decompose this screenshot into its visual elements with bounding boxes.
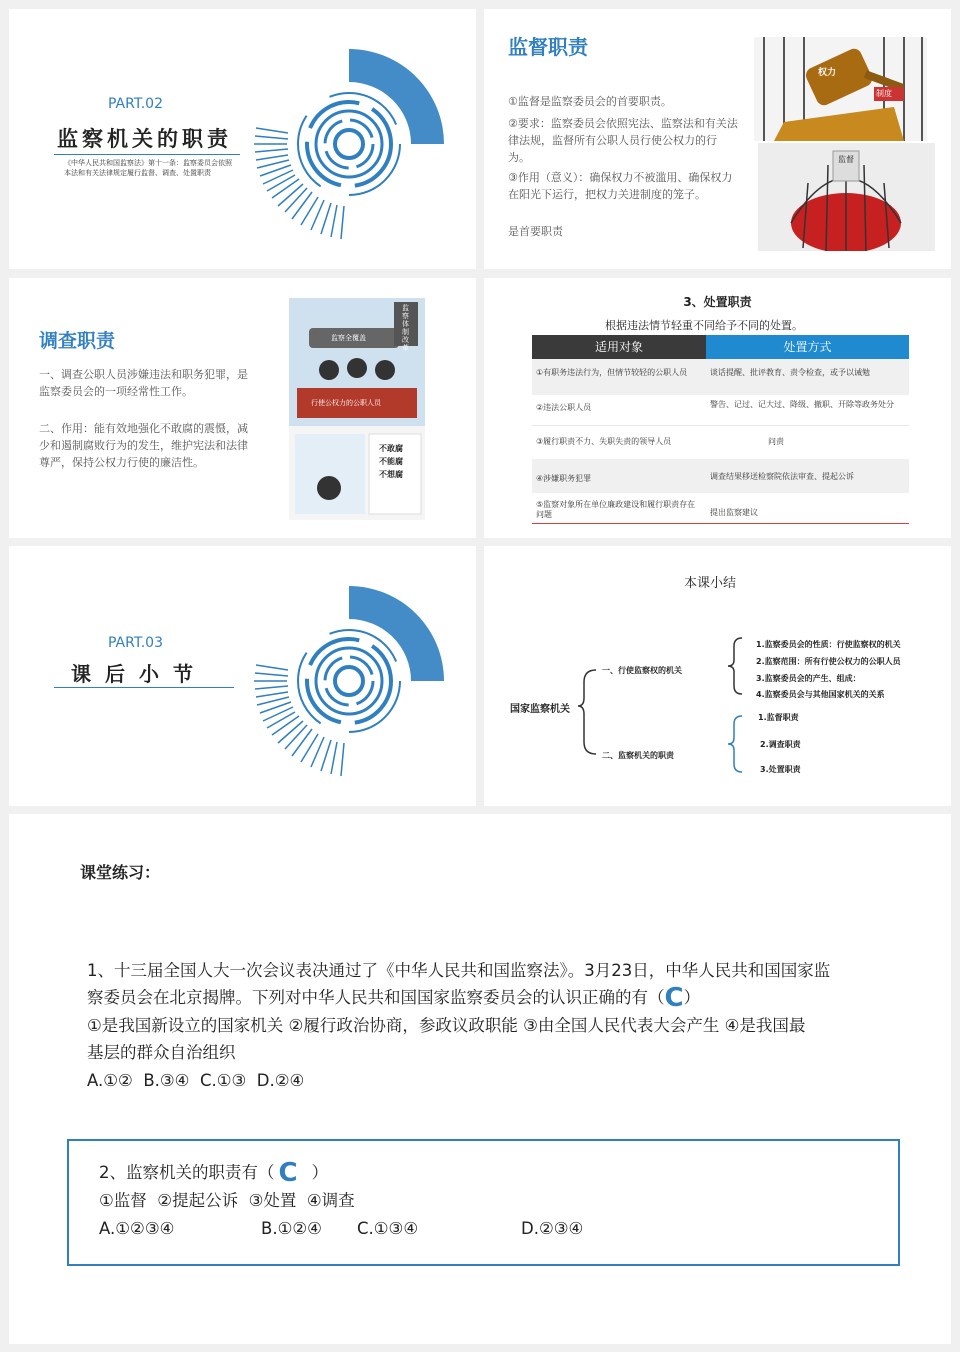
table-row-2-method: 警告、记过、记大过、降级、撤职、开除等政务处分 [710,400,894,409]
part-label: PART.02 [108,96,163,112]
slide-exercise [9,814,951,1344]
mindmap-braces [484,546,951,806]
table-row-4-method: 调查结果移送检察院依法审查、提起公诉 [710,472,854,481]
slide-part02 [9,9,476,269]
cartoon-label-can: 不能腐 [379,457,403,466]
section-desc: 《中华人民共和国监察法》第十一条：监察委员会依照本法和有关法律规定履行监督、调查、处置职责 [64,159,232,177]
section-underline [54,687,234,688]
q2-option-b: B.①②④ [261,1219,322,1238]
slide-summary [484,546,951,806]
q2-option-d: D.②③④ [521,1219,584,1238]
mindmap-b2-item-3: 3.处置职责 [760,765,801,774]
cartoon-image [289,298,425,520]
cartoon-label-want: 不想腐 [379,470,403,479]
gavel-cage-image [754,37,927,141]
table-row-4-target: ④涉嫌职务犯罪 [536,474,592,483]
mindmap-b2-item-2: 2.调查职责 [760,740,801,749]
q1-close: ） [683,988,701,1007]
point-1: ①监督是监察委员会的首要职责。 [508,95,672,108]
table-row-1-target: ①有职务违法行为，但情节较轻的公职人员 [536,368,688,377]
table-row-2-target: ②违法公职人员 [536,403,592,412]
slide-title: 本课小结 [684,576,737,591]
item-2: 二、作用：能有效地强化不敢腐的震慑，减少和遏制腐败行为的发生，维护宪法和法律尊严，保持公权力行使的廉洁性。 [39,422,248,469]
table-row-5-target: ⑤监察对象所在单位廉政建设和履行职责存在问题 [536,500,696,519]
slide-title: 调查职责 [39,330,116,352]
cartoon-label-reform: 监察体制改革 [402,304,409,352]
q1-line-2-text: 察委员会在北京揭牌。下列对中华人民共和国国家监察委员会的认识正确的有（ [87,988,665,1007]
mindmap-root: 国家监察机关 [510,704,570,715]
section-title: 监察机关的职责 [57,127,232,151]
slide-part03 [9,546,476,806]
section-underline [54,154,240,155]
cartoon-label-coverage: 监察全覆盖 [331,334,366,342]
table-header-method: 处置方式 [706,335,909,359]
table-row-3-target: ③履行职责不力、失职失责的领导人员 [536,437,672,446]
q2-answer: C [278,1158,298,1188]
cartoon-label-dare: 不敢腐 [379,444,403,453]
mindmap-b1-item-1: 1.监察委员会的性质：行使监察权的机关 [756,640,901,649]
mindmap-b1-item-4: 4.监察委员会与其他国家机关的关系 [756,690,885,699]
table-header-target: 适用对象 [532,335,706,359]
point-4: 是首要职责 [508,225,563,238]
mindmap-b2-item-1: 1.监督职责 [758,713,799,722]
q1-line-2 [87,984,700,1011]
table-bottom-line [532,523,909,524]
slide-title: 3、处置职责 [683,295,752,309]
radial-decoration [249,576,459,786]
table-row-3-method: 问责 [768,437,784,446]
exercise-title: 课堂练习： [80,863,161,882]
part-label: PART.03 [108,635,163,651]
item-1: 一、调查公职人员涉嫌违法和职务犯罪，是监察委员会的一项经常性工作。 [39,368,248,398]
q1-line-1: 1、十三届全国人大一次会议表决通过了《中华人民共和国监察法》。3月23日，中华人民共和国国家监 [87,961,831,980]
slide-title: 监督职责 [508,35,588,59]
q1-line-4: 基层的群众自治组织 [87,1043,236,1062]
label-supervise: 监督 [838,155,854,164]
cage-image [758,143,935,251]
section-title: 课后小节 [71,662,207,686]
slide-supervision [484,9,951,269]
table-row-5-method: 提出监察建议 [710,508,758,517]
q2-line-1 [99,1159,328,1186]
mindmap-branch-2: 二、监察机关的职责 [602,751,674,760]
q2-close: ） [311,1163,329,1182]
q1-options: A.①② B.③④ C.①③ D.②④ [87,1071,305,1090]
q1-line-3: ①是我国新设立的国家机关 ②履行政治协商，参政议政职能 ③由全国人民代表大会产生 ④是我国最 [87,1016,806,1035]
slide-disposal [484,278,951,538]
point-3: ③作用（意义）：确保权力不被滥用、确保权力在阳光下运行，把权力关进制度的笼子。 [508,171,733,201]
cartoon-label-officials: 行使公权力的公职人员 [311,399,381,407]
slide-investigation [9,278,476,538]
slide-subtitle: 根据违法情节轻重不同给予不同的处置。 [605,319,803,332]
mindmap-b1-item-3: 3.监察委员会的产生、组成： [756,674,861,683]
label-system: 制度 [876,89,892,98]
mindmap-branch-1: 一、行使监察权的机关 [602,666,682,675]
table-row-1-method: 谈话提醒、批评教育、责令检查，或予以诫勉 [710,368,870,377]
q2-line-1-text: 2、监察机关的职责有（ [99,1163,275,1182]
q2-option-a: A.①②③④ [99,1219,175,1238]
radial-decoration [249,39,459,249]
q1-answer: C [664,983,684,1013]
q2-option-c: C.①③④ [357,1219,419,1238]
label-power: 权力 [818,68,837,78]
point-2: ②要求：监察委员会依照宪法、监察法和有关法律法规，监督所有公职人员行使公权力的行为。 [508,117,738,164]
mindmap-b1-item-2: 2.监察范围：所有行使公权力的公职人员 [756,657,901,666]
q2-line-2: ①监督 ②提起公诉 ③处置 ④调查 [99,1191,355,1210]
